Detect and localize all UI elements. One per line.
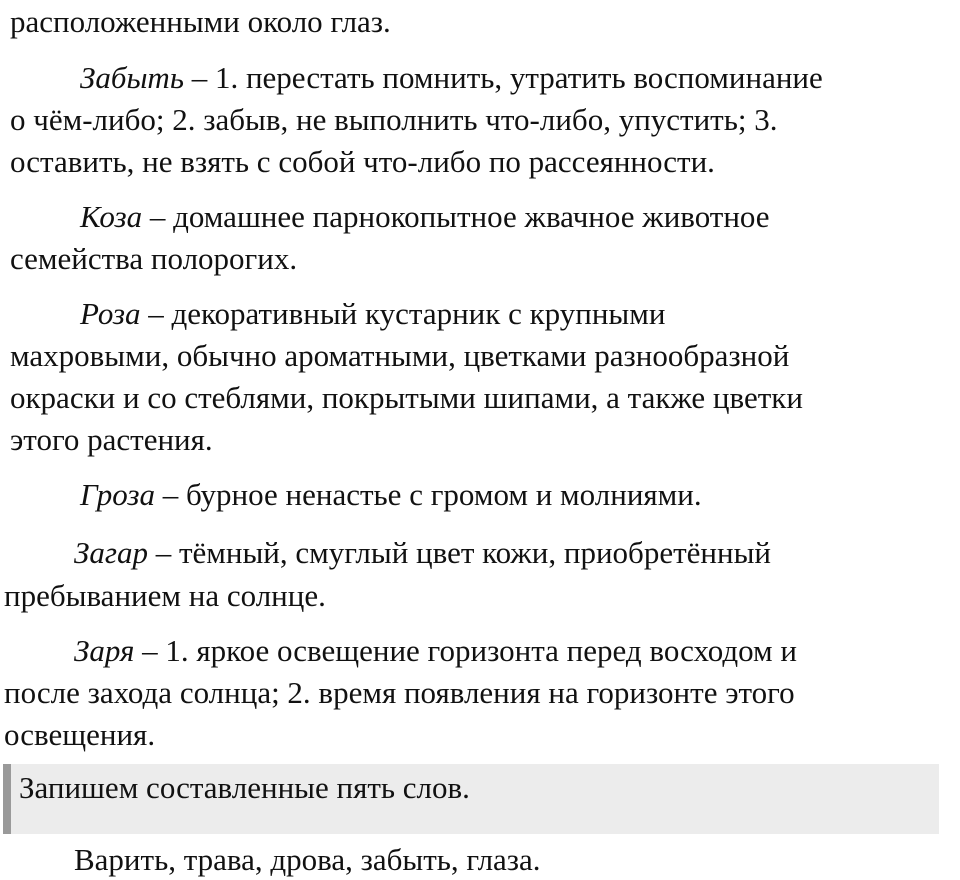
entry-roza-line-1: [80, 294, 665, 334]
entry-groza-line-1: [80, 475, 702, 515]
task-box-text: Запишем составленные пять слов.: [19, 770, 470, 805]
entry-roza-line-2: махровыми, обычно ароматными, цветками разнообразной: [10, 338, 790, 373]
entry-term-groza: Гроза: [80, 477, 155, 512]
entry-term-roza: Роза: [80, 296, 141, 331]
entry-term-zabyt: Забыть: [80, 60, 184, 95]
entry-definition-text: – тёмный, смуглый цвет кожи, приобретённый: [147, 535, 771, 570]
entry-definition-text: – бурное ненастье с громом и молниями.: [154, 477, 702, 512]
entry-term-zagar: Загар: [74, 535, 148, 570]
task-highlight-box: [3, 764, 939, 834]
entry-zabyt-line-3: оставить, не взять с собой что-либо по рассеянности.: [10, 144, 715, 179]
entry-roza-line-3: окраски и со стеблями, покрытыми шипами, а также цветки: [10, 380, 803, 415]
entry-zarya-line-2: после захода солнца; 2. время появления на горизонте этого: [4, 675, 795, 710]
entry-definition-text: – 1. яркое освещение горизонта перед восходом и: [134, 633, 798, 668]
entry-definition-text: – 1. перестать помнить, утратить воспоминание: [183, 60, 823, 95]
entry-koza-line-2: семейства полорогих.: [10, 241, 298, 276]
entry-term-koza: Коза: [80, 199, 143, 234]
entry-definition-text: – декоративный кустарник с крупными: [140, 296, 666, 331]
entry-koza-line-1: [80, 197, 770, 237]
task-highlight-bar: [3, 764, 11, 834]
entry-definition-text: – домашнее парнокопытное жвачное животное: [142, 199, 770, 234]
entry-zagar-line-1: [74, 533, 771, 573]
entry-zabyt-line-2: о чём-либо; 2. забыв, не выполнить что-либо, упустить; 3.: [10, 102, 778, 137]
entry-zarya-line-1: [74, 631, 797, 671]
answer-line: Варить, трава, дрова, забыть, глаза.: [74, 842, 541, 877]
intro-tail-line: расположенными около глаз.: [10, 4, 391, 39]
entry-zarya-line-3: освещения.: [4, 717, 156, 752]
entry-zabyt-line-1: [80, 58, 823, 98]
entry-roza-line-4: этого растения.: [10, 422, 213, 457]
entry-term-zarya: Заря: [74, 633, 135, 668]
entry-zagar-line-2: пребыванием на солнце.: [4, 578, 326, 613]
